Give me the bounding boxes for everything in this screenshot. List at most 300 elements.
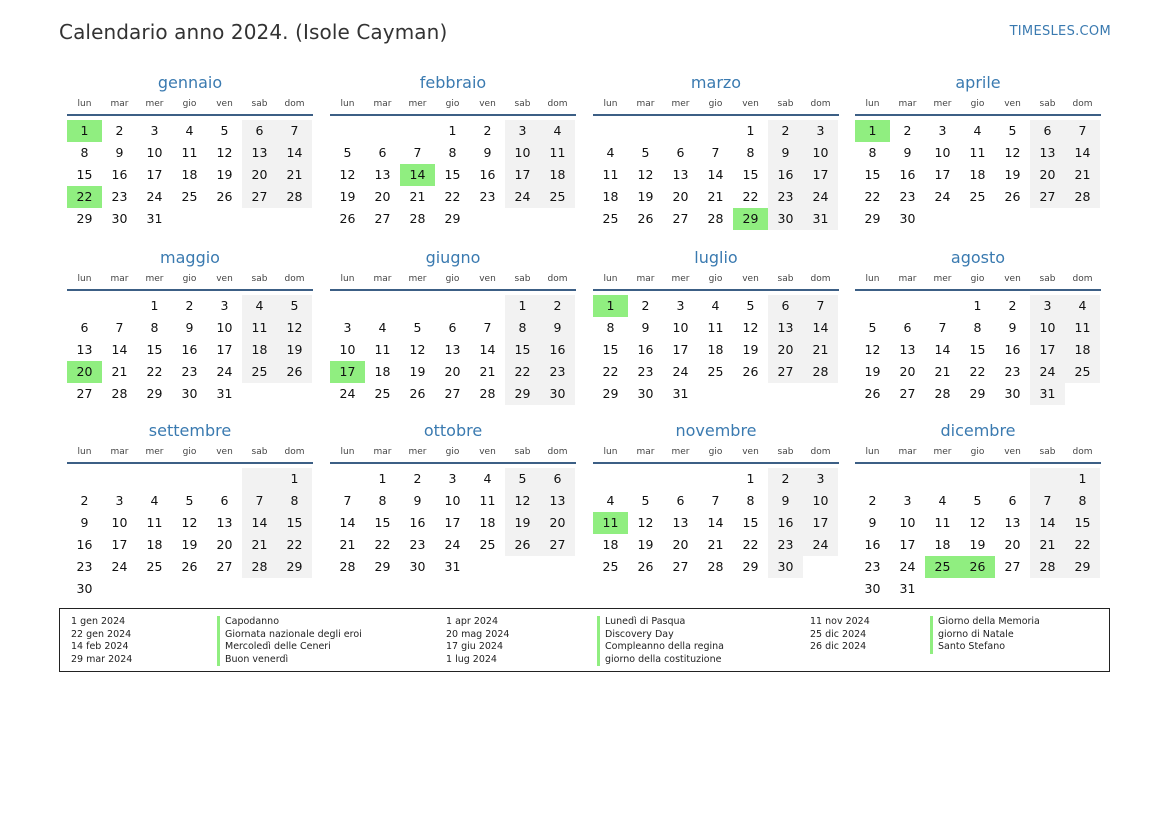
- holiday-day-cell: 1: [855, 120, 890, 142]
- empty-cell: [277, 578, 312, 600]
- weekday-label: dom: [1072, 447, 1093, 457]
- day-cell: 8: [80, 145, 89, 160]
- day-cell: 14: [1030, 512, 1065, 534]
- day-cell: 13: [76, 342, 93, 357]
- day-cell: 4: [242, 295, 277, 317]
- day-cell: 14: [277, 142, 312, 164]
- site-logo-link[interactable]: TIMESLES.COM: [1009, 24, 1111, 39]
- day-cell: 11: [242, 317, 277, 339]
- day-cell: 18: [242, 339, 277, 361]
- day-grid: [593, 116, 839, 230]
- day-cell: 18: [602, 189, 619, 204]
- day-cell: 6: [80, 320, 89, 335]
- day-cell: 11: [934, 515, 951, 530]
- day-cell: 26: [277, 361, 312, 383]
- day-cell: 8: [505, 317, 540, 339]
- day-cell: 7: [711, 145, 720, 160]
- day-cell: 13: [1004, 515, 1021, 530]
- day-cell: 10: [1030, 317, 1065, 339]
- day-cell: 18: [934, 537, 951, 552]
- day-grid: [855, 116, 1101, 230]
- empty-cell: [400, 120, 435, 142]
- day-cell: 19: [742, 342, 759, 357]
- day-cell: 8: [277, 490, 312, 512]
- day-cell: 18: [602, 537, 619, 552]
- legend-date: 1 apr 2024: [446, 616, 499, 627]
- day-cell: 29: [1065, 556, 1100, 578]
- weekday-label: mar: [110, 447, 129, 457]
- weekday-label: mer: [145, 99, 164, 109]
- day-cell: 16: [181, 342, 198, 357]
- day-cell: 5: [343, 145, 352, 160]
- weekday-header: [593, 269, 839, 291]
- day-cell: 31: [1030, 383, 1065, 405]
- weekday-label: mar: [373, 99, 392, 109]
- month-novembre: [593, 420, 839, 578]
- day-cell: 28: [803, 361, 838, 383]
- day-cell: 22: [742, 537, 759, 552]
- day-cell: 1: [505, 295, 540, 317]
- day-cell: 2: [768, 468, 803, 490]
- day-cell: 3: [220, 298, 229, 313]
- day-cell: 22: [146, 364, 163, 379]
- weekday-label: gio: [182, 99, 197, 109]
- day-cell: 20: [242, 164, 277, 186]
- day-cell: 29: [969, 386, 986, 401]
- day-cell: 19: [339, 189, 356, 204]
- day-cell: 7: [242, 490, 277, 512]
- day-cell: 22: [864, 189, 881, 204]
- day-cell: 27: [672, 211, 689, 226]
- day-cell: 9: [413, 493, 422, 508]
- day-cell: 14: [707, 167, 724, 182]
- day-cell: 1: [973, 298, 982, 313]
- day-cell: 30: [768, 556, 803, 578]
- day-cell: 17: [803, 164, 838, 186]
- day-cell: 18: [479, 515, 496, 530]
- day-cell: 14: [1065, 142, 1100, 164]
- page-title: Calendario anno 2024. (Isole Cayman): [59, 20, 448, 44]
- month-giugno: [330, 247, 576, 405]
- holiday-day-cell: 11: [593, 512, 628, 534]
- day-cell: 27: [540, 534, 575, 556]
- day-cell: 25: [1065, 361, 1100, 383]
- day-cell: 30: [409, 559, 426, 574]
- day-cell: 4: [938, 493, 947, 508]
- day-cell: 28: [242, 556, 277, 578]
- day-cell: 24: [505, 186, 540, 208]
- day-cell: 26: [505, 534, 540, 556]
- day-cell: 14: [111, 342, 128, 357]
- day-cell: 27: [768, 361, 803, 383]
- day-cell: 13: [216, 515, 233, 530]
- weekday-header: [330, 442, 576, 464]
- day-cell: 2: [483, 123, 492, 138]
- day-cell: 6: [676, 145, 685, 160]
- weekday-label: ven: [216, 447, 233, 457]
- empty-cell: [470, 208, 505, 230]
- empty-cell: [277, 208, 312, 230]
- empty-cell: [663, 468, 698, 490]
- weekday-label: ven: [1004, 447, 1021, 457]
- month-marzo: [593, 72, 839, 230]
- day-cell: 28: [934, 386, 951, 401]
- day-cell: 2: [115, 123, 124, 138]
- day-cell: 24: [899, 559, 916, 574]
- day-cell: 24: [672, 364, 689, 379]
- day-cell: 10: [803, 142, 838, 164]
- day-cell: 2: [868, 493, 877, 508]
- day-cell: 19: [864, 364, 881, 379]
- day-cell: 2: [903, 123, 912, 138]
- day-cell: 17: [146, 167, 163, 182]
- day-cell: 8: [868, 145, 877, 160]
- day-cell: 17: [505, 164, 540, 186]
- empty-cell: [67, 468, 102, 490]
- day-cell: 21: [934, 364, 951, 379]
- day-cell: 14: [339, 515, 356, 530]
- month-name: maggio: [160, 248, 220, 267]
- month-name: dicembre: [940, 421, 1016, 440]
- day-cell: 15: [1065, 512, 1100, 534]
- day-cell: 21: [707, 537, 724, 552]
- weekday-label: lun: [603, 447, 618, 457]
- month-name: febbraio: [419, 73, 487, 92]
- empty-cell: [925, 578, 960, 600]
- weekday-label: ven: [742, 99, 759, 109]
- legend-date: 22 gen 2024: [71, 628, 132, 640]
- day-cell: 27: [216, 559, 233, 574]
- day-cell: 23: [76, 559, 93, 574]
- day-cell: 10: [444, 493, 461, 508]
- day-cell: 5: [641, 145, 650, 160]
- day-cell: 4: [1065, 295, 1100, 317]
- weekday-label: lun: [340, 99, 355, 109]
- day-cell: 25: [242, 361, 277, 383]
- day-cell: 13: [672, 167, 689, 182]
- day-cell: 2: [185, 298, 194, 313]
- day-grid: [593, 291, 839, 405]
- weekday-label: dom: [284, 99, 305, 109]
- day-cell: 21: [277, 164, 312, 186]
- day-cell: 12: [181, 515, 198, 530]
- day-cell: 11: [1065, 317, 1100, 339]
- weekday-label: sab: [777, 447, 794, 457]
- weekday-label: sab: [251, 99, 268, 109]
- weekday-label: sab: [1039, 99, 1056, 109]
- weekday-label: lun: [603, 274, 618, 284]
- holiday-day-cell: 17: [330, 361, 365, 383]
- weekday-label: mar: [898, 447, 917, 457]
- empty-cell: [207, 578, 242, 600]
- empty-cell: [365, 120, 400, 142]
- day-cell: 15: [602, 342, 619, 357]
- day-cell: 14: [242, 512, 277, 534]
- day-cell: 11: [479, 493, 496, 508]
- weekday-label: gio: [970, 99, 985, 109]
- day-cell: 27: [899, 386, 916, 401]
- day-cell: 23: [768, 534, 803, 556]
- day-cell: 12: [637, 167, 654, 182]
- day-cell: 27: [1030, 186, 1065, 208]
- empty-cell: [855, 295, 890, 317]
- day-cell: 12: [409, 342, 426, 357]
- weekday-header: [330, 269, 576, 291]
- day-cell: 6: [242, 120, 277, 142]
- weekday-label: dom: [547, 447, 568, 457]
- day-cell: 19: [637, 537, 654, 552]
- day-cell: 3: [343, 320, 352, 335]
- day-cell: 27: [444, 386, 461, 401]
- weekday-label: sab: [1039, 274, 1056, 284]
- day-cell: 27: [242, 186, 277, 208]
- weekday-label: mar: [898, 99, 917, 109]
- weekday-header: [593, 442, 839, 464]
- weekday-header: [67, 442, 313, 464]
- day-cell: 19: [409, 364, 426, 379]
- day-cell: 17: [111, 537, 128, 552]
- weekday-label: lun: [340, 274, 355, 284]
- day-cell: 7: [483, 320, 492, 335]
- day-cell: 7: [413, 145, 422, 160]
- day-cell: 30: [1004, 386, 1021, 401]
- day-cell: 23: [111, 189, 128, 204]
- day-cell: 9: [80, 515, 89, 530]
- day-cell: 13: [444, 342, 461, 357]
- weekday-label: dom: [810, 274, 831, 284]
- day-cell: 5: [868, 320, 877, 335]
- day-cell: 30: [181, 386, 198, 401]
- empty-cell: [768, 383, 803, 405]
- day-cell: 13: [899, 342, 916, 357]
- empty-cell: [628, 468, 663, 490]
- day-cell: 19: [181, 537, 198, 552]
- weekday-label: gio: [970, 447, 985, 457]
- month-maggio: [67, 247, 313, 405]
- weekday-label: mar: [373, 447, 392, 457]
- day-cell: 23: [864, 559, 881, 574]
- weekday-header: [330, 94, 576, 116]
- holiday-day-cell: 22: [67, 186, 102, 208]
- day-cell: 26: [637, 559, 654, 574]
- legend-holiday-name: Discovery Day: [605, 628, 674, 640]
- day-cell: 16: [768, 164, 803, 186]
- day-cell: 25: [374, 386, 391, 401]
- day-cell: 18: [146, 537, 163, 552]
- day-cell: 22: [602, 364, 619, 379]
- weekday-label: gio: [708, 99, 723, 109]
- day-cell: 1: [746, 471, 755, 486]
- day-cell: 7: [343, 493, 352, 508]
- day-cell: 6: [1030, 120, 1065, 142]
- empty-cell: [330, 120, 365, 142]
- day-cell: 21: [339, 537, 356, 552]
- day-cell: 7: [711, 493, 720, 508]
- day-cell: 9: [115, 145, 124, 160]
- empty-cell: [1030, 208, 1065, 230]
- day-cell: 10: [111, 515, 128, 530]
- day-cell: 28: [707, 211, 724, 226]
- day-cell: 12: [637, 515, 654, 530]
- day-cell: 29: [602, 386, 619, 401]
- weekday-label: dom: [284, 274, 305, 284]
- month-gennaio: [67, 72, 313, 230]
- legend-holiday-name: Capodanno: [225, 616, 280, 627]
- day-cell: 2: [768, 120, 803, 142]
- weekday-header: [67, 94, 313, 116]
- month-name: marzo: [690, 73, 742, 92]
- day-cell: 5: [1008, 123, 1017, 138]
- day-cell: 22: [444, 189, 461, 204]
- day-cell: 20: [1004, 537, 1021, 552]
- day-cell: 9: [641, 320, 650, 335]
- day-cell: 1: [277, 468, 312, 490]
- day-cell: 10: [934, 145, 951, 160]
- day-cell: 10: [505, 142, 540, 164]
- day-cell: 26: [339, 211, 356, 226]
- day-cell: 28: [409, 211, 426, 226]
- day-cell: 14: [803, 317, 838, 339]
- day-cell: 9: [1008, 320, 1017, 335]
- day-cell: 19: [637, 189, 654, 204]
- legend-date: 1 lug 2024: [446, 653, 497, 665]
- weekday-label: mar: [636, 274, 655, 284]
- day-cell: 15: [742, 515, 759, 530]
- day-cell: 21: [1065, 164, 1100, 186]
- legend-holiday-name: giorno di Natale: [938, 628, 1014, 640]
- legend-date: 14 feb 2024: [71, 641, 129, 653]
- day-cell: 24: [803, 534, 838, 556]
- weekday-label: lun: [865, 447, 880, 457]
- day-cell: 16: [540, 339, 575, 361]
- day-cell: 17: [1030, 339, 1065, 361]
- day-cell: 26: [181, 559, 198, 574]
- day-cell: 29: [146, 386, 163, 401]
- day-cell: 8: [973, 320, 982, 335]
- day-cell: 13: [242, 142, 277, 164]
- empty-cell: [435, 295, 470, 317]
- day-cell: 1: [746, 123, 755, 138]
- day-cell: 27: [1004, 559, 1021, 574]
- weekday-label: sab: [1039, 447, 1056, 457]
- day-cell: 24: [146, 189, 163, 204]
- day-cell: 16: [76, 537, 93, 552]
- day-cell: 2: [1008, 298, 1017, 313]
- day-cell: 29: [505, 383, 540, 405]
- day-cell: 29: [864, 211, 881, 226]
- day-cell: 15: [742, 167, 759, 182]
- day-cell: 21: [242, 534, 277, 556]
- day-cell: 15: [277, 512, 312, 534]
- legend-date: 11 nov 2024: [810, 616, 870, 627]
- empty-cell: [1065, 578, 1100, 600]
- day-cell: 11: [374, 342, 391, 357]
- day-cell: 20: [768, 339, 803, 361]
- day-cell: 7: [1065, 120, 1100, 142]
- empty-cell: [1065, 383, 1100, 405]
- day-cell: 1: [150, 298, 159, 313]
- day-cell: 21: [707, 189, 724, 204]
- weekday-label: ven: [479, 447, 496, 457]
- empty-cell: [540, 208, 575, 230]
- day-cell: 24: [444, 537, 461, 552]
- month-name: gennaio: [157, 73, 223, 92]
- day-cell: 6: [768, 295, 803, 317]
- day-cell: 22: [969, 364, 986, 379]
- weekday-label: lun: [865, 274, 880, 284]
- holiday-day-cell: 29: [733, 208, 768, 230]
- holiday-day-cell: 26: [960, 556, 995, 578]
- empty-cell: [505, 556, 540, 578]
- day-cell: 2: [413, 471, 422, 486]
- empty-cell: [925, 295, 960, 317]
- day-cell: 31: [216, 386, 233, 401]
- holiday-day-cell: 20: [67, 361, 102, 383]
- empty-cell: [102, 468, 137, 490]
- weekday-label: mer: [933, 447, 952, 457]
- day-cell: 6: [448, 320, 457, 335]
- day-cell: 8: [1065, 490, 1100, 512]
- legend-date: 1 gen 2024: [71, 616, 126, 627]
- day-cell: 19: [969, 537, 986, 552]
- weekday-label: gio: [445, 447, 460, 457]
- weekday-label: dom: [547, 99, 568, 109]
- month-aprile: [855, 72, 1101, 230]
- day-cell: 20: [672, 189, 689, 204]
- day-cell: 12: [864, 342, 881, 357]
- weekday-label: mar: [898, 274, 917, 284]
- month-dicembre: [855, 420, 1101, 600]
- day-cell: 23: [181, 364, 198, 379]
- empty-cell: [733, 383, 768, 405]
- weekday-label: ven: [479, 99, 496, 109]
- empty-cell: [1065, 208, 1100, 230]
- day-cell: 17: [444, 515, 461, 530]
- day-cell: 15: [444, 167, 461, 182]
- empty-cell: [540, 556, 575, 578]
- day-cell: 27: [672, 559, 689, 574]
- day-cell: 15: [146, 342, 163, 357]
- weekday-label: sab: [514, 447, 531, 457]
- day-cell: 28: [339, 559, 356, 574]
- day-cell: 21: [803, 339, 838, 361]
- day-cell: 26: [864, 386, 881, 401]
- weekday-label: gio: [182, 447, 197, 457]
- empty-cell: [698, 383, 733, 405]
- weekday-label: mar: [110, 274, 129, 284]
- weekday-label: ven: [742, 274, 759, 284]
- day-cell: 2: [80, 493, 89, 508]
- day-cell: 23: [899, 189, 916, 204]
- day-cell: 19: [1004, 167, 1021, 182]
- day-cell: 20: [899, 364, 916, 379]
- day-cell: 11: [181, 145, 198, 160]
- empty-cell: [330, 295, 365, 317]
- day-cell: 26: [1004, 189, 1021, 204]
- empty-cell: [137, 578, 172, 600]
- day-cell: 20: [444, 364, 461, 379]
- day-cell: 10: [899, 515, 916, 530]
- day-cell: 25: [969, 189, 986, 204]
- legend-dates-col1: [71, 616, 132, 666]
- day-cell: 28: [707, 559, 724, 574]
- day-cell: 16: [111, 167, 128, 182]
- empty-cell: [855, 468, 890, 490]
- weekday-label: dom: [1072, 274, 1093, 284]
- month-name: luglio: [694, 248, 738, 267]
- day-cell: 3: [115, 493, 124, 508]
- day-cell: 22: [742, 189, 759, 204]
